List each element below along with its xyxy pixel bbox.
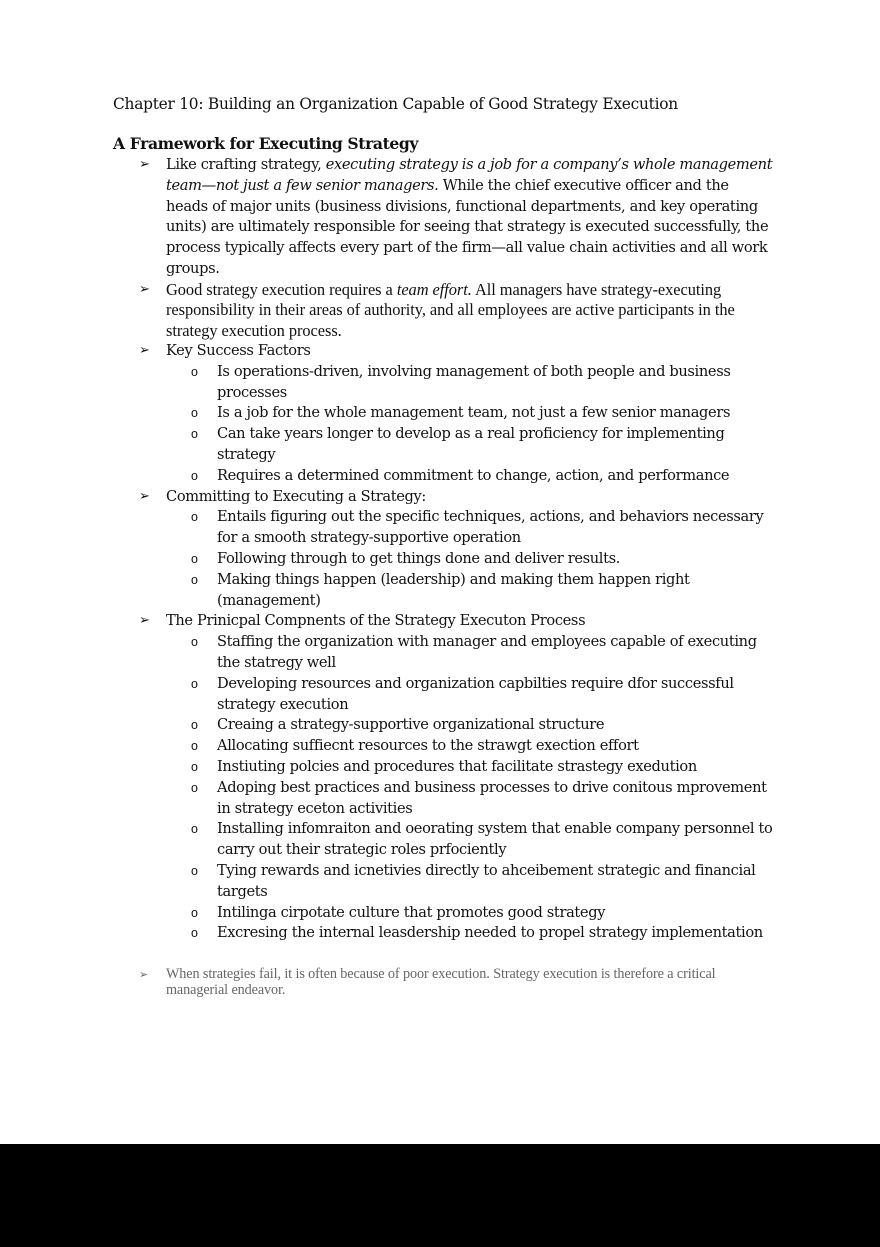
circle-bullet-icon: o: [191, 905, 198, 920]
list-item-label: The Prinicpal Compnents of the Strategy Executon Process: [166, 612, 586, 630]
circle-bullet-icon: o: [191, 364, 198, 379]
sub-item-text: Adoping best practices and business processes to drive conitous mprovement in strategy eceton activities: [217, 778, 767, 817]
sub-list-item: [166, 674, 773, 716]
sub-list-item: [166, 549, 773, 570]
sub-item-text: Instiuting polcies and procedures that facilitate strastegy exedution: [217, 757, 697, 775]
sub-item-text: Tying rewards and icnetivies directly to ahceibement strategic and financial targets: [217, 861, 756, 900]
text-run: While the chief executive officer and the heads of major units (business divisions, functional departments, and key operating units) are ultimately responsible for seeing that strategy is executed successfully, the process typically affects every part of the firm—all value chain activities and all work groups.: [166, 176, 769, 277]
main-bullet-list: [113, 155, 773, 944]
spacer: [113, 944, 773, 967]
sub-list-item: [166, 923, 773, 944]
list-item-principal-components: [113, 611, 773, 944]
text-run: All managers have strategy-executing responsibility in their areas of authority, and all employees are active participants in the strategy execution process.: [166, 279, 735, 340]
circle-bullet-icon: o: [191, 635, 198, 650]
list-item-strategy-team: [113, 155, 773, 280]
arrow-bullet-icon: ➢: [139, 968, 149, 982]
list-item-committing-to-execution: [113, 487, 773, 612]
circle-bullet-icon: o: [191, 739, 198, 754]
sub-list-item: [166, 570, 773, 612]
sub-item-text: Staffing the organization with manager and employees capable of executing the statregy well: [217, 633, 757, 671]
text-run: Like crafting strategy,: [166, 156, 326, 173]
sub-item-text: Excresing the internal leasdership needed to propel strategy implementation: [217, 924, 763, 942]
circle-bullet-icon: o: [191, 551, 198, 566]
circle-bullet-icon: o: [191, 926, 198, 941]
circle-bullet-icon: o: [191, 427, 198, 442]
circle-bullet-icon: o: [191, 759, 198, 774]
sub-item-text: Allocating suffiecnt resources to the strawgt exection effort: [217, 737, 639, 755]
sub-item-text: Developing resources and organization capbilties require dfor successful strategy execution: [217, 674, 734, 713]
sub-item-text: Creaing a strategy-supportive organizational structure: [217, 716, 605, 734]
sub-list-item: [166, 903, 773, 924]
sub-list: [166, 507, 773, 611]
sub-list-item: [166, 757, 773, 778]
list-item-label: Committing to Executing a Strategy:: [166, 487, 427, 505]
chapter-title: Chapter 10: Building an Organization Capable of Good Strategy Execution: [113, 95, 678, 113]
section-heading: A Framework for Executing Strategy: [113, 134, 419, 153]
circle-bullet-icon: o: [191, 676, 198, 691]
sub-list-item: [166, 861, 773, 903]
sub-list: [166, 362, 773, 487]
sub-item-text: Is a job for the whole management team, not just a few senior managers: [217, 404, 731, 422]
circle-bullet-icon: o: [191, 572, 198, 587]
circle-bullet-icon: o: [191, 863, 198, 878]
sub-list-item: [166, 736, 773, 757]
arrow-bullet-icon: ➢: [139, 613, 150, 629]
sub-list-item: [166, 424, 773, 466]
sub-list: [166, 632, 773, 944]
circle-bullet-icon: o: [191, 780, 198, 795]
circle-bullet-icon: o: [191, 822, 198, 837]
sub-item-text: Intilinga cirpotate culture that promotes good strategy: [217, 903, 606, 921]
sub-list-item: [166, 715, 773, 736]
sub-list-item: [166, 403, 773, 424]
text-run-italic: team effort.: [396, 279, 472, 299]
arrow-bullet-icon: ➢: [139, 281, 150, 297]
document-content: [113, 93, 773, 998]
arrow-bullet-icon: ➢: [139, 488, 150, 504]
sub-item-text: Can take years longer to develop as a real proficiency for implementing strategy: [217, 425, 725, 463]
sub-list-item: [166, 466, 773, 487]
sub-list-item: [166, 819, 773, 861]
sub-list-item: [166, 507, 773, 549]
arrow-bullet-icon: ➢: [139, 343, 150, 358]
text-run-italic: executing strategy is a job for a company’s whole management team—not just a few senior managers.: [166, 156, 773, 194]
sub-item-text: Installing infomraiton and oeorating system that enable company personnel to carry out their strategic roles prfociently: [217, 820, 773, 859]
sub-item-text: Entails figuring out the specific techniques, actions, and behaviors necessary for a smooth strategy-supportive operation: [217, 508, 764, 547]
circle-bullet-icon: o: [191, 406, 198, 421]
sub-list-item: [166, 632, 773, 674]
outside-page-area: [0, 1144, 880, 1247]
sub-item-text: Following through to get things done and deliver results.: [217, 549, 621, 567]
list-item-label: Key Success Factors: [166, 342, 311, 359]
sub-item-text: Making things happen (leadership) and making them happen right (management): [217, 570, 690, 609]
list-item-team-effort: [113, 280, 773, 341]
sub-list-item: [166, 778, 773, 820]
sub-item-text: Is operations-driven, involving management of both people and business processes: [217, 362, 731, 401]
closing-note-text: When strategies fail, it is often because of poor execution. Strategy execution is therefore a critical managerial endeavor.: [166, 966, 716, 998]
sub-list-item: [166, 362, 773, 404]
list-item-key-success-factors: [113, 341, 773, 487]
closing-bullet-list: [113, 967, 773, 998]
circle-bullet-icon: o: [191, 510, 198, 525]
arrow-bullet-icon: ➢: [139, 157, 150, 172]
list-item-closing-note: [113, 967, 773, 998]
circle-bullet-icon: o: [191, 468, 198, 483]
sub-item-text: Requires a determined commitment to change, action, and performance: [217, 466, 730, 484]
circle-bullet-icon: o: [191, 718, 198, 733]
text-run: Good strategy execution requires a: [166, 279, 397, 299]
